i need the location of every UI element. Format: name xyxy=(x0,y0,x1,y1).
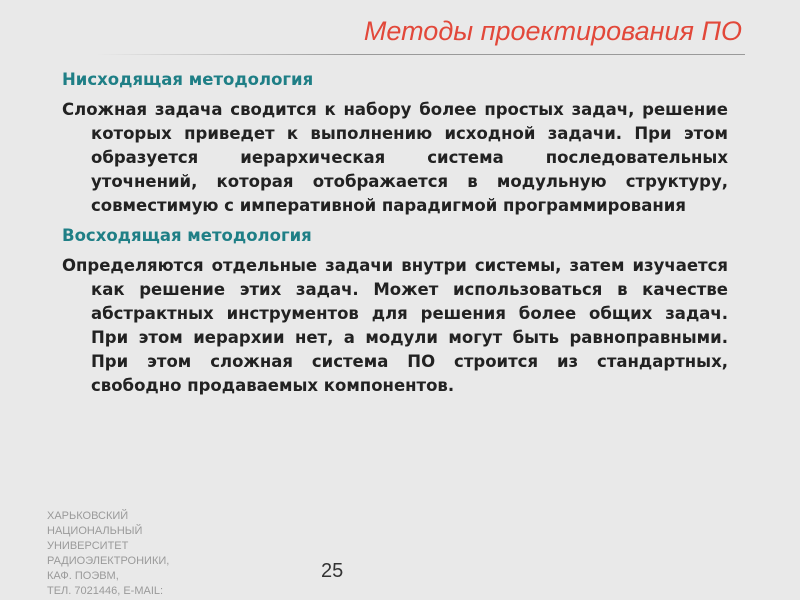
footer-organization xyxy=(47,509,217,599)
page-number: 25 xyxy=(321,560,344,582)
title-divider xyxy=(97,54,745,55)
footer-line: НАЦИОНАЛЬНЫЙ xyxy=(47,525,143,537)
section-text-bottom-up: Определяются отдельные задачи внутри системы, затем изучается как решение этих задач. Может использоваться в качестве абстрактных инструментов для решения более общих задач. При этом иерархии нет, а модули могут быть равноправными. При этом сложная система ПО строится из стандартных, свободно продаваемых компонентов. xyxy=(62,256,728,395)
footer-line: ХАРЬКОВСКИЙ xyxy=(47,510,129,522)
footer-line: КАФ. ПОЭВМ, xyxy=(47,570,119,582)
section-heading-bottom-up: Восходящая методология xyxy=(62,226,312,245)
footer-line: РАДИОЭЛЕКТРОНИКИ, xyxy=(47,555,170,567)
section-heading-top-down: Нисходящая методология xyxy=(62,70,314,89)
section-text-top-down: Сложная задача сводится к набору более простых задач, решение которых приведет к выполнению исходной задачи. При этом образуется иерархическая система последовательных уточнений, которая отображается в модульную структуру, совместимую с императивной парадигмой программирования xyxy=(62,100,728,215)
footer-line: УНИВЕРСИТЕТ xyxy=(47,540,129,552)
slide-title: Методы проектирования ПО xyxy=(363,16,742,46)
slide-content xyxy=(62,68,728,404)
footer-line: ТЕЛ. 7021446, E-MAIL: xyxy=(47,585,164,597)
